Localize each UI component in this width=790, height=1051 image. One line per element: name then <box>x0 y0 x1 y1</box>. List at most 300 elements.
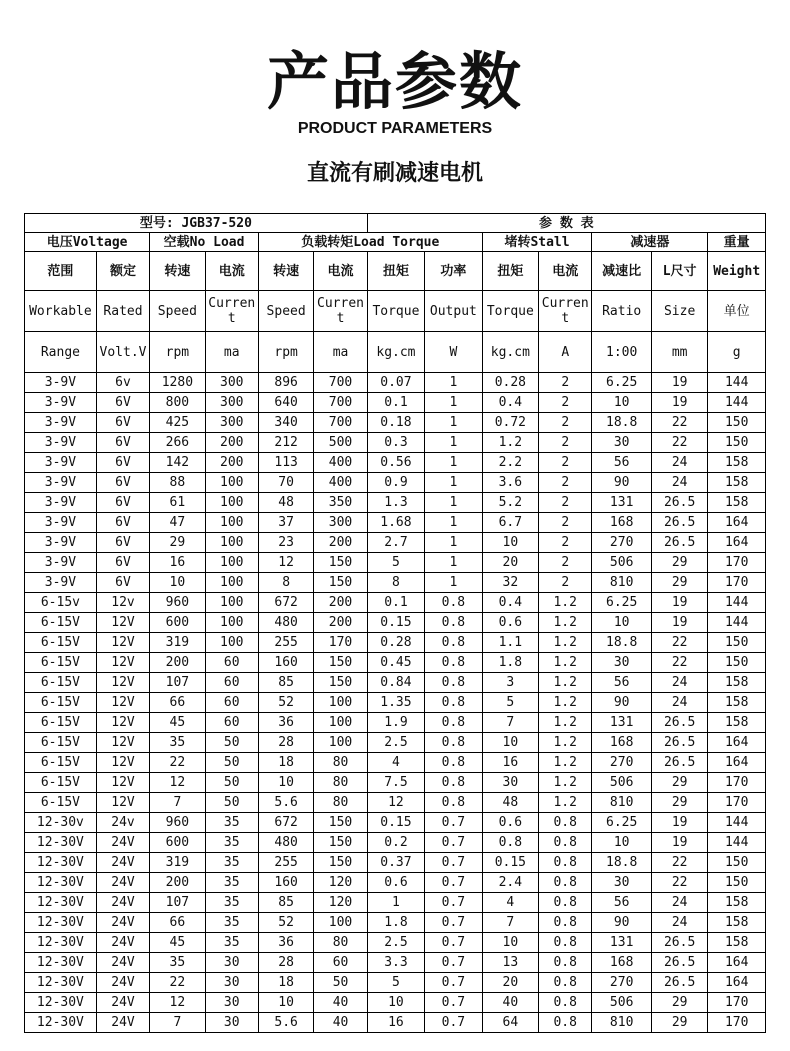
table-row <box>25 673 766 693</box>
table-cell: 22 <box>651 433 707 453</box>
table-cell: 12-30V <box>25 853 97 873</box>
table-cell: 2 <box>539 373 592 393</box>
table-cell: 29 <box>150 533 205 553</box>
table-cell: 100 <box>205 573 258 593</box>
header-unit-5: ma <box>314 332 367 373</box>
table-cell: 12-30v <box>25 813 97 833</box>
table-cell: 5 <box>367 973 424 993</box>
table-cell: 2 <box>539 413 592 433</box>
table-cell: 35 <box>205 933 258 953</box>
table-cell: 6.25 <box>592 373 652 393</box>
table-cell: 85 <box>258 893 313 913</box>
table-cell: 1.68 <box>367 513 424 533</box>
table-cell: 266 <box>150 433 205 453</box>
params-label: 参 数 表 <box>367 214 765 233</box>
table-cell: 0.7 <box>425 1013 482 1033</box>
table-cell: 0.8 <box>539 1013 592 1033</box>
table-cell: 2.2 <box>482 453 538 473</box>
table-cell: 131 <box>592 493 652 513</box>
table-row <box>25 453 766 473</box>
table-cell: 170 <box>708 993 766 1013</box>
table-cell: 1 <box>425 433 482 453</box>
table-cell: 40 <box>482 993 538 1013</box>
table-cell: 32 <box>482 573 538 593</box>
table-cell: 3 <box>482 673 538 693</box>
table-cell: 6V <box>96 453 149 473</box>
table-cell: 150 <box>314 653 367 673</box>
table-cell: 26.5 <box>651 753 707 773</box>
table-cell: 0.7 <box>425 973 482 993</box>
table-cell: 30 <box>592 873 652 893</box>
table-cell: 12V <box>96 793 149 813</box>
table-cell: 107 <box>150 893 205 913</box>
table-cell: 30 <box>205 993 258 1013</box>
table-cell: 150 <box>708 413 766 433</box>
table-cell: 100 <box>205 633 258 653</box>
table-cell: 35 <box>205 833 258 853</box>
header-cn-8: 扭矩 <box>482 252 538 291</box>
table-cell: 6V <box>96 553 149 573</box>
table-cell: 40 <box>314 993 367 1013</box>
header-unit-4: rpm <box>258 332 313 373</box>
table-cell: 5 <box>367 553 424 573</box>
table-cell: 144 <box>708 593 766 613</box>
table-cell: 22 <box>651 413 707 433</box>
table-cell: 12V <box>96 733 149 753</box>
table-cell: 24V <box>96 933 149 953</box>
table-cell: 6-15V <box>25 673 97 693</box>
table-cell: 270 <box>592 973 652 993</box>
table-row <box>25 693 766 713</box>
table-cell: 1.2 <box>539 653 592 673</box>
table-cell: 3-9V <box>25 453 97 473</box>
table-cell: 30 <box>205 1013 258 1033</box>
header-cn-7: 功率 <box>425 252 482 291</box>
table-cell: 170 <box>708 773 766 793</box>
table-cell: 12 <box>258 553 313 573</box>
table-cell: 6V <box>96 433 149 453</box>
table-cell: 6V <box>96 473 149 493</box>
table-cell: 150 <box>314 573 367 593</box>
table-cell: 0.3 <box>367 433 424 453</box>
table-cell: 480 <box>258 613 313 633</box>
table-cell: 30 <box>205 973 258 993</box>
table-cell: 1.1 <box>482 633 538 653</box>
table-cell: 35 <box>150 953 205 973</box>
table-cell: 400 <box>314 473 367 493</box>
table-cell: 6-15V <box>25 773 97 793</box>
table-cell: 1 <box>425 493 482 513</box>
table-cell: 12V <box>96 633 149 653</box>
group-load-torque: 负载转矩Load Torque <box>258 233 482 252</box>
table-cell: 340 <box>258 413 313 433</box>
table-cell: 0.8 <box>539 833 592 853</box>
table-cell: 60 <box>314 953 367 973</box>
table-cell: 7 <box>150 1013 205 1033</box>
table-cell: 7 <box>482 913 538 933</box>
table-cell: 12-30V <box>25 913 97 933</box>
table-cell: 168 <box>592 733 652 753</box>
table-cell: 24V <box>96 873 149 893</box>
table-cell: 158 <box>708 693 766 713</box>
table-cell: 12-30V <box>25 873 97 893</box>
table-cell: 700 <box>314 413 367 433</box>
table-cell: 56 <box>592 893 652 913</box>
table-cell: 52 <box>258 693 313 713</box>
table-title: 直流有刷减速电机 <box>306 161 483 186</box>
header-en-10: Ratio <box>592 291 652 332</box>
table-cell: 6.25 <box>592 593 652 613</box>
table-cell: 6V <box>96 513 149 533</box>
table-cell: 300 <box>205 413 258 433</box>
table-cell: 35 <box>205 893 258 913</box>
table-cell: 12v <box>96 593 149 613</box>
table-cell: 24 <box>651 893 707 913</box>
table-cell: 12V <box>96 713 149 733</box>
table-cell: 1.2 <box>539 753 592 773</box>
table-cell: 1280 <box>150 373 205 393</box>
table-cell: 26.5 <box>651 713 707 733</box>
table-cell: 0.6 <box>482 813 538 833</box>
table-cell: 12V <box>96 753 149 773</box>
table-cell: 3-9V <box>25 433 97 453</box>
table-cell: 0.8 <box>539 913 592 933</box>
table-cell: 158 <box>708 473 766 493</box>
table-cell: 6V <box>96 533 149 553</box>
table-cell: 50 <box>205 753 258 773</box>
table-cell: 255 <box>258 853 313 873</box>
table-cell: 120 <box>314 893 367 913</box>
table-cell: 0.37 <box>367 853 424 873</box>
group-reducer: 减速器 <box>592 233 708 252</box>
table-cell: 26.5 <box>651 933 707 953</box>
table-row <box>25 973 766 993</box>
table-cell: 500 <box>314 433 367 453</box>
table-cell: 24 <box>651 473 707 493</box>
table-cell: 7 <box>150 793 205 813</box>
table-cell: 70 <box>258 473 313 493</box>
table-cell: 0.7 <box>425 873 482 893</box>
table-cell: 12-30V <box>25 933 97 953</box>
table-cell: 0.28 <box>367 633 424 653</box>
table-cell: 158 <box>708 713 766 733</box>
table-cell: 6V <box>96 393 149 413</box>
table-cell: 12-30V <box>25 1013 97 1033</box>
table-cell: 200 <box>314 533 367 553</box>
table-cell: 29 <box>651 573 707 593</box>
table-cell: 6v <box>96 373 149 393</box>
table-cell: 100 <box>314 733 367 753</box>
table-cell: 22 <box>651 633 707 653</box>
table-cell: 60 <box>205 713 258 733</box>
table-cell: 52 <box>258 913 313 933</box>
header-unit-10: 1:00 <box>592 332 652 373</box>
table-cell: 0.8 <box>539 953 592 973</box>
table-cell: 0.15 <box>367 813 424 833</box>
table-cell: 3.6 <box>482 473 538 493</box>
table-cell: 2 <box>539 473 592 493</box>
table-cell: 150 <box>708 633 766 653</box>
table-cell: 270 <box>592 753 652 773</box>
table-cell: 24V <box>96 1013 149 1033</box>
table-cell: 26.5 <box>651 733 707 753</box>
table-cell: 672 <box>258 593 313 613</box>
table-cell: 506 <box>592 553 652 573</box>
table-cell: 24 <box>651 673 707 693</box>
group-voltage: 电压Voltage <box>25 233 150 252</box>
table-cell: 200 <box>150 873 205 893</box>
table-cell: 2 <box>539 393 592 413</box>
table-cell: 0.56 <box>367 453 424 473</box>
table-cell: 2 <box>539 433 592 453</box>
header-en-3: Current <box>205 291 258 332</box>
table-cell: 10 <box>258 773 313 793</box>
table-row <box>25 513 766 533</box>
table-cell: 24V <box>96 833 149 853</box>
table-cell: 0.8 <box>425 773 482 793</box>
table-cell: 300 <box>205 373 258 393</box>
table-cell: 6V <box>96 413 149 433</box>
header-en-7: Output <box>425 291 482 332</box>
table-cell: 158 <box>708 893 766 913</box>
table-cell: 0.7 <box>425 913 482 933</box>
header-en-11: Size <box>651 291 707 332</box>
table-cell: 35 <box>205 853 258 873</box>
header-cn-0: 范围 <box>25 252 97 291</box>
header-en-12: 单位 <box>708 291 766 332</box>
table-cell: 142 <box>150 453 205 473</box>
table-cell: 28 <box>258 953 313 973</box>
table-cell: 3-9V <box>25 513 97 533</box>
table-cell: 18.8 <box>592 633 652 653</box>
table-row <box>25 413 766 433</box>
table-cell: 0.2 <box>367 833 424 853</box>
table-cell: 20 <box>482 553 538 573</box>
table-cell: 158 <box>708 933 766 953</box>
table-cell: 1 <box>425 473 482 493</box>
header-unit-12: g <box>708 332 766 373</box>
table-cell: 0.8 <box>539 993 592 1013</box>
table-cell: 5.6 <box>258 793 313 813</box>
table-cell: 0.8 <box>425 733 482 753</box>
table-cell: 144 <box>708 373 766 393</box>
model-label: 型号: JGB37-520 <box>25 214 368 233</box>
table-cell: 19 <box>651 593 707 613</box>
table-cell: 100 <box>205 613 258 633</box>
table-cell: 18 <box>258 753 313 773</box>
table-cell: 100 <box>205 553 258 573</box>
header-cn-5: 电流 <box>314 252 367 291</box>
table-cell: 13 <box>482 953 538 973</box>
table-cell: 164 <box>708 953 766 973</box>
table-row <box>25 553 766 573</box>
table-cell: 150 <box>708 653 766 673</box>
table-cell: 19 <box>651 813 707 833</box>
table-cell: 90 <box>592 693 652 713</box>
table-cell: 1 <box>425 453 482 473</box>
table-cell: 200 <box>205 433 258 453</box>
table-cell: 7 <box>482 713 538 733</box>
table-cell: 0.8 <box>425 693 482 713</box>
table-cell: 12V <box>96 693 149 713</box>
table-row <box>25 713 766 733</box>
table-cell: 90 <box>592 913 652 933</box>
table-cell: 18.8 <box>592 853 652 873</box>
table-row <box>25 433 766 453</box>
table-cell: 170 <box>708 793 766 813</box>
table-cell: 48 <box>482 793 538 813</box>
table-cell: 6-15V <box>25 653 97 673</box>
table-row <box>25 1013 766 1033</box>
table-cell: 10 <box>482 933 538 953</box>
table-cell: 4 <box>367 753 424 773</box>
table-cell: 19 <box>651 393 707 413</box>
table-cell: 10 <box>367 993 424 1013</box>
header-unit-11: mm <box>651 332 707 373</box>
table-cell: 1.9 <box>367 713 424 733</box>
table-cell: 6-15V <box>25 733 97 753</box>
table-cell: 6-15V <box>25 693 97 713</box>
table-cell: 10 <box>592 613 652 633</box>
table-cell: 3-9V <box>25 493 97 513</box>
table-cell: 12V <box>96 613 149 633</box>
table-cell: 22 <box>651 873 707 893</box>
table-cell: 700 <box>314 393 367 413</box>
table-cell: 0.4 <box>482 393 538 413</box>
table-cell: 3-9V <box>25 373 97 393</box>
table-row <box>25 613 766 633</box>
table-row <box>25 593 766 613</box>
table-cell: 150 <box>708 873 766 893</box>
table-cell: 0.8 <box>539 973 592 993</box>
table-cell: 506 <box>592 773 652 793</box>
table-cell: 0.72 <box>482 413 538 433</box>
table-cell: 6V <box>96 573 149 593</box>
table-cell: 35 <box>205 873 258 893</box>
table-cell: 0.84 <box>367 673 424 693</box>
table-cell: 0.1 <box>367 393 424 413</box>
table-cell: 100 <box>205 533 258 553</box>
table-cell: 810 <box>592 573 652 593</box>
table-cell: 1.2 <box>482 433 538 453</box>
table-cell: 100 <box>205 513 258 533</box>
group-stall: 堵转Stall <box>482 233 592 252</box>
table-cell: 19 <box>651 833 707 853</box>
table-cell: 1.2 <box>539 733 592 753</box>
table-cell: 0.7 <box>425 933 482 953</box>
table-cell: 144 <box>708 813 766 833</box>
table-cell: 960 <box>150 593 205 613</box>
table-cell: 6.7 <box>482 513 538 533</box>
table-cell: 164 <box>708 753 766 773</box>
table-cell: 672 <box>258 813 313 833</box>
header-cn-1: 额定 <box>96 252 149 291</box>
table-cell: 24V <box>96 953 149 973</box>
table-cell: 26.5 <box>651 533 707 553</box>
table-cell: 100 <box>314 913 367 933</box>
table-cell: 164 <box>708 533 766 553</box>
table-row <box>25 853 766 873</box>
table-cell: 80 <box>314 773 367 793</box>
table-cell: 600 <box>150 833 205 853</box>
table-cell: 50 <box>205 733 258 753</box>
table-cell: 1.2 <box>539 593 592 613</box>
table-cell: 6-15V <box>25 753 97 773</box>
table-cell: 60 <box>205 673 258 693</box>
table-cell: 1.8 <box>367 913 424 933</box>
table-cell: 50 <box>205 793 258 813</box>
table-cell: 22 <box>150 973 205 993</box>
table-cell: 29 <box>651 793 707 813</box>
table-cell: 131 <box>592 713 652 733</box>
table-cell: 80 <box>314 933 367 953</box>
table-row <box>25 373 766 393</box>
header-cn-11: L尺寸 <box>651 252 707 291</box>
table-cell: 30 <box>592 653 652 673</box>
table-cell: 36 <box>258 713 313 733</box>
table-cell: 10 <box>592 393 652 413</box>
header-cn-4: 转速 <box>258 252 313 291</box>
table-cell: 0.07 <box>367 373 424 393</box>
table-cell: 5 <box>482 693 538 713</box>
table-cell: 100 <box>205 493 258 513</box>
table-cell: 6-15V <box>25 793 97 813</box>
table-cell: 100 <box>314 693 367 713</box>
table-cell: 0.7 <box>425 853 482 873</box>
table-cell: 0.15 <box>367 613 424 633</box>
table-cell: 2.5 <box>367 733 424 753</box>
table-cell: 0.8 <box>425 593 482 613</box>
table-cell: 158 <box>708 453 766 473</box>
table-cell: 36 <box>258 933 313 953</box>
table-cell: 150 <box>314 673 367 693</box>
table-cell: 0.8 <box>425 633 482 653</box>
table-cell: 56 <box>592 453 652 473</box>
header-cn-12: Weight <box>708 252 766 291</box>
table-cell: 170 <box>708 553 766 573</box>
table-cell: 0.7 <box>425 953 482 973</box>
table-cell: 8 <box>367 573 424 593</box>
table-cell: 200 <box>150 653 205 673</box>
table-cell: 0.8 <box>482 833 538 853</box>
table-cell: 350 <box>314 493 367 513</box>
table-cell: 22 <box>651 853 707 873</box>
table-row <box>25 893 766 913</box>
table-cell: 24V <box>96 913 149 933</box>
table-cell: 45 <box>150 933 205 953</box>
table-cell: 0.8 <box>539 853 592 873</box>
table-cell: 1 <box>425 513 482 533</box>
table-cell: 170 <box>314 633 367 653</box>
table-cell: 144 <box>708 613 766 633</box>
table-cell: 12 <box>367 793 424 813</box>
table-cell: 600 <box>150 613 205 633</box>
table-cell: 2 <box>539 533 592 553</box>
table-cell: 26.5 <box>651 953 707 973</box>
table-cell: 0.8 <box>539 813 592 833</box>
table-cell: 810 <box>592 793 652 813</box>
table-row <box>25 733 766 753</box>
table-row <box>25 833 766 853</box>
table-row <box>25 793 766 813</box>
header-unit-9: A <box>539 332 592 373</box>
table-cell: 158 <box>708 673 766 693</box>
table-cell: 12-30V <box>25 833 97 853</box>
table-cell: 1 <box>367 893 424 913</box>
table-cell: 144 <box>708 393 766 413</box>
table-cell: 1 <box>425 553 482 573</box>
table-cell: 2.4 <box>482 873 538 893</box>
